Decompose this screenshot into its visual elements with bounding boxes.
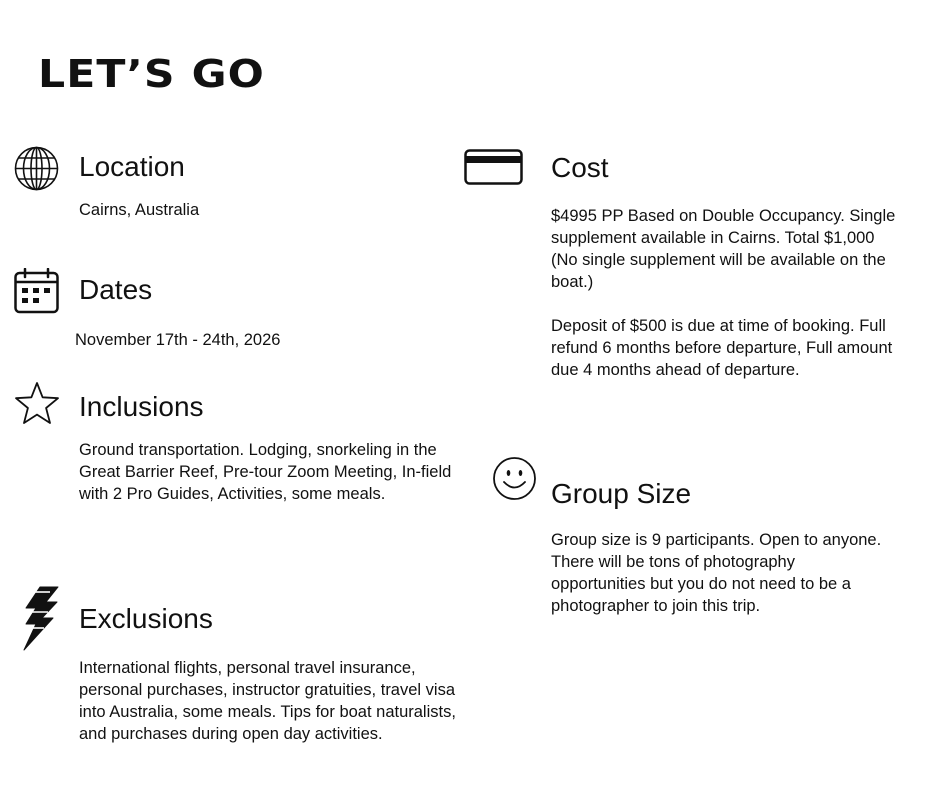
credit-card-icon xyxy=(464,149,523,186)
cost-heading: Cost xyxy=(551,152,609,183)
group-size-text: Group size is 9 participants. Open to anyone. There will be tons of photography opportunities but you do not need to be a photographer to join this trip. xyxy=(551,531,882,615)
cost-text xyxy=(551,205,896,381)
smiley-icon xyxy=(492,456,537,501)
cost-paragraph: $4995 PP Based on Double Occupancy. Single supplement available in Cairns. Total $1,000 xyxy=(551,207,896,247)
page-title: LET’S GO xyxy=(38,52,265,96)
inclusions-heading: Inclusions xyxy=(79,391,204,422)
star-icon xyxy=(14,381,60,425)
dates-heading: Dates xyxy=(79,274,153,305)
lightning-icon xyxy=(20,586,60,652)
globe-icon xyxy=(14,146,59,191)
dates-text: November 17th - 24th, 2026 xyxy=(75,331,281,349)
cost-paragraph xyxy=(551,293,896,315)
group-size-heading: Group Size xyxy=(551,478,692,509)
calendar-icon xyxy=(14,268,59,314)
location-text: Cairns, Australia xyxy=(79,201,200,219)
inclusions-text: Ground transportation. Lodging, snorkeling in the Great Barrier Reef, Pre-tour Zoom Meeting, In-field with 2 Pro Guides, Activities, some meals. xyxy=(79,441,452,503)
exclusions-heading: Exclusions xyxy=(79,603,213,634)
cost-paragraph: (No single supplement will be available on the boat.) xyxy=(551,251,886,291)
location-heading: Location xyxy=(79,151,185,182)
cost-paragraph: Deposit of $500 is due at time of booking. Full refund 6 months before departure, Full amount due 4 months ahead of departure. xyxy=(551,317,893,379)
exclusions-text: International flights, personal travel insurance, personal purchases, instructor gratuities, travel visa into Australia, some meals. Tips for boat naturalists, and purchases during open day activities. xyxy=(79,659,456,743)
